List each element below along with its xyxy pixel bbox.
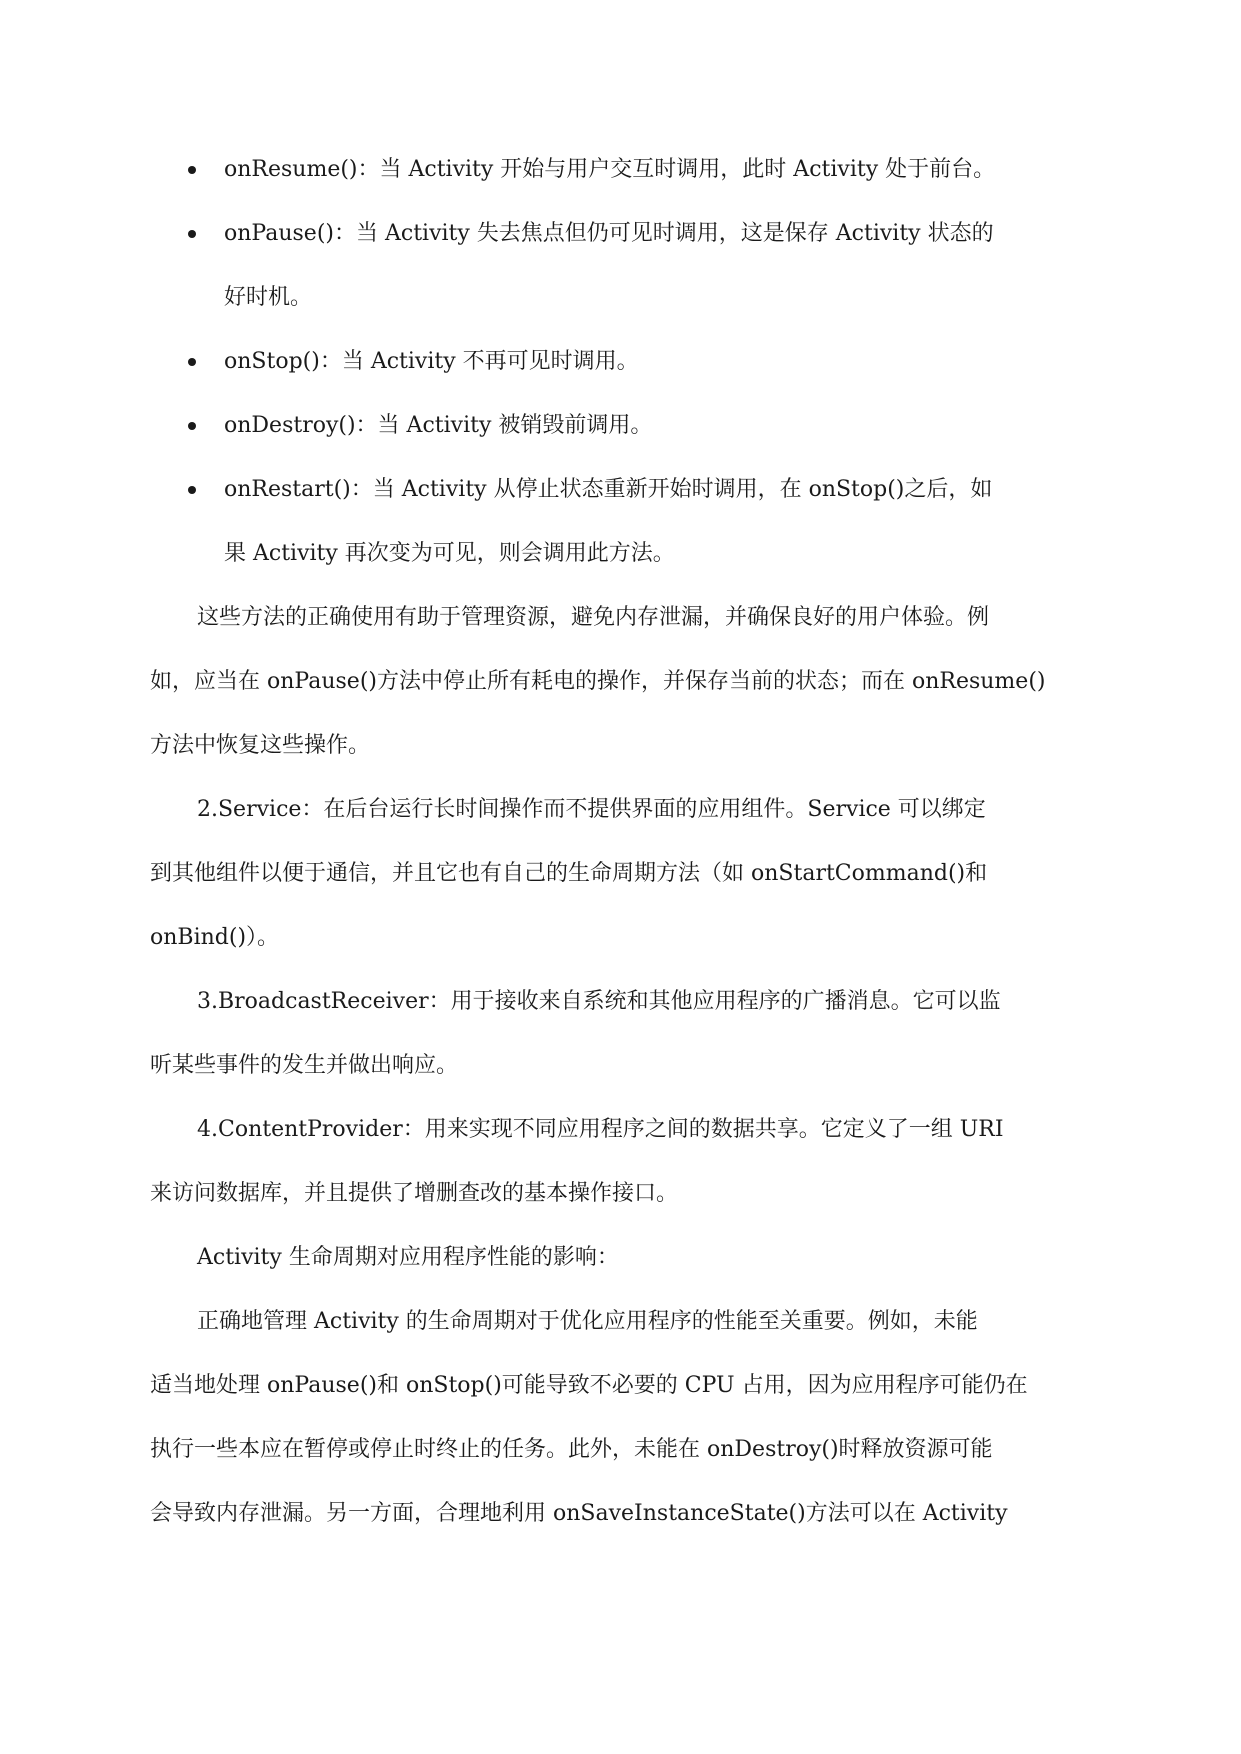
bullet-onrestart-line-2: 果 Activity 再次变为可见，则会调用此方法。	[224, 541, 675, 566]
paragraph-performance-line-4: 会导致内存泄漏。另一方面，合理地利用 onSaveInstanceState()方法可以在 Activity	[150, 1501, 1008, 1526]
bullet-onpause-line-1: onPause()：当 Activity 失去焦点但仍可见时调用，这是保存 Activity 状态的	[224, 221, 994, 246]
paragraph-performance-line-2: 适当地处理 onPause()和 onStop()可能导致不必要的 CPU 占用，因为应用程序可能仍在	[150, 1373, 1028, 1398]
bullet-dot-5	[188, 486, 196, 494]
paragraph-lifecycle-heading: Activity 生命周期对应用程序性能的影响：	[197, 1245, 619, 1270]
paragraph-provider-line-1: 4.ContentProvider：用来实现不同应用程序之间的数据共享。它定义了一组 URI	[197, 1117, 1004, 1142]
bullet-dot-1	[188, 166, 196, 174]
paragraph-service-line-2: 到其他组件以便于通信，并且它也有自己的生命周期方法（如 onStartCommand()和	[150, 861, 988, 886]
paragraph-broadcast-line-1: 3.BroadcastReceiver：用于接收来自系统和其他应用程序的广播消息。它可以监	[197, 989, 1001, 1014]
bullet-ondestroy: onDestroy()：当 Activity 被销毁前调用。	[224, 413, 653, 438]
paragraph-usage-line-1: 这些方法的正确使用有助于管理资源，避免内存泄漏，并确保良好的用户体验。例	[197, 605, 990, 630]
bullet-onstop: onStop()：当 Activity 不再可见时调用。	[224, 349, 639, 374]
paragraph-performance-line-1: 正确地管理 Activity 的生命周期对于优化应用程序的性能至关重要。例如，未能	[197, 1309, 978, 1334]
bullet-dot-4	[188, 422, 196, 430]
bullet-onpause-line-2: 好时机。	[224, 285, 313, 310]
paragraph-broadcast-line-2: 听某些事件的发生并做出响应。	[150, 1053, 459, 1078]
paragraph-service-line-3: onBind()）。	[150, 925, 280, 950]
paragraph-performance-line-3: 执行一些本应在暂停或停止时终止的任务。此外，未能在 onDestroy()时释放资源可能	[150, 1437, 993, 1462]
paragraph-service-line-1: 2.Service：在后台运行长时间操作而不提供界面的应用组件。Service 可以绑定	[197, 797, 986, 822]
bullet-onrestart-line-1: onRestart()：当 Activity 从停止状态重新开始时调用，在 onStop()之后，如	[224, 477, 993, 502]
bullet-onresume: onResume()：当 Activity 开始与用户交互时调用，此时 Activity 处于前台。	[224, 157, 996, 182]
paragraph-provider-line-2: 来访问数据库，并且提供了增删查改的基本操作接口。	[150, 1181, 679, 1206]
bullet-dot-2	[188, 230, 196, 238]
bullet-dot-3	[188, 358, 196, 366]
paragraph-usage-line-3: 方法中恢复这些操作。	[150, 733, 371, 758]
paragraph-usage-line-2: 如，应当在 onPause()方法中停止所有耗电的操作，并保存当前的状态；而在 onResume()	[150, 669, 1046, 694]
